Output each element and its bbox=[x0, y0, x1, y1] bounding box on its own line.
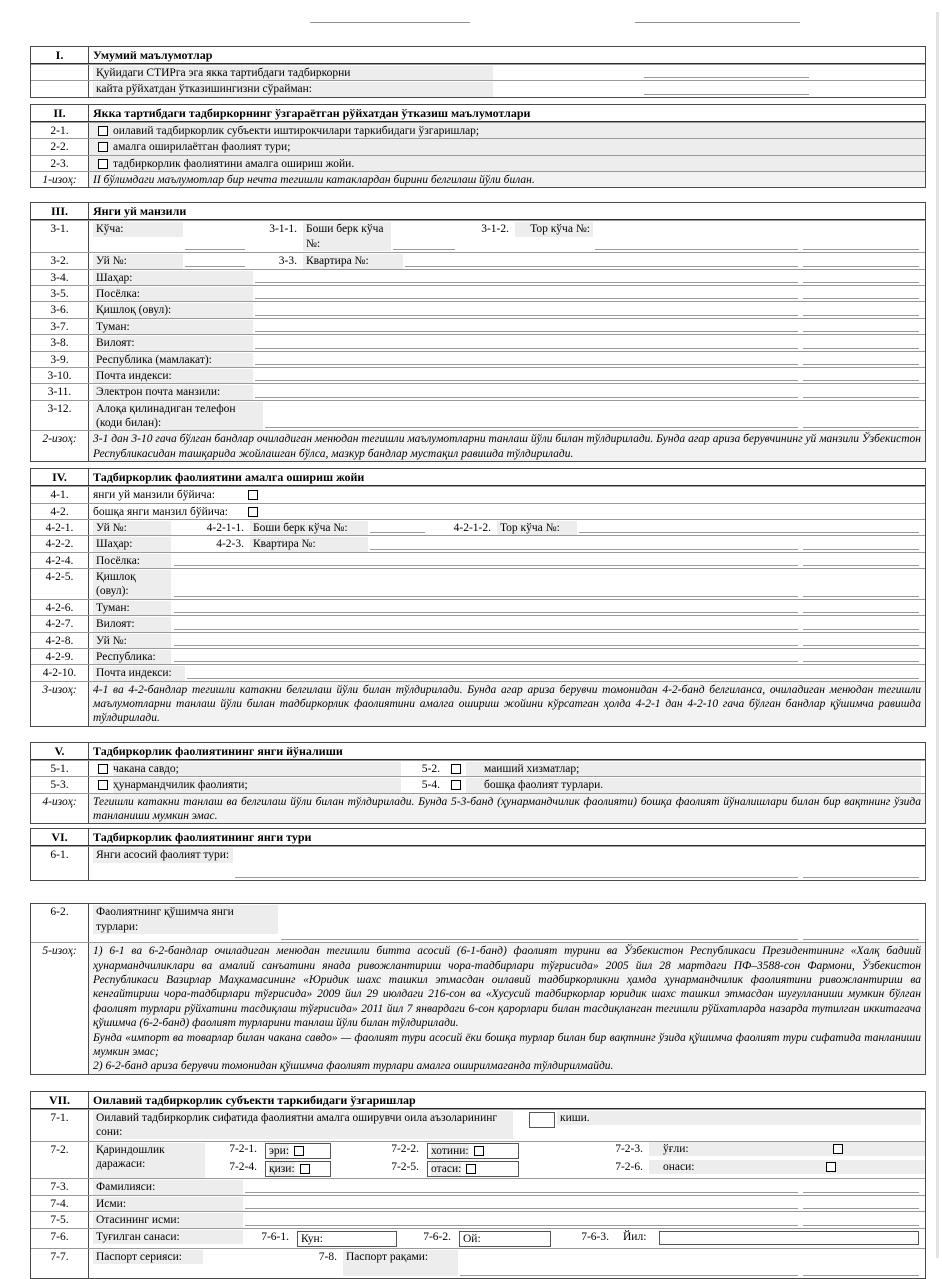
daughter-label: қизи: bbox=[269, 1163, 295, 1175]
row-4-2-5 bbox=[31, 568, 925, 599]
district-label: Туман: bbox=[93, 320, 253, 334]
row-5-3-5-4 bbox=[31, 776, 925, 792]
section-6-new-activity-type bbox=[30, 828, 926, 881]
row-stir-line1 bbox=[31, 64, 925, 80]
section-1-number: I. bbox=[31, 47, 89, 63]
note-5-number: 5-изоҳ: bbox=[31, 943, 89, 1073]
checkbox-7-2-5[interactable] bbox=[466, 1164, 476, 1174]
item-number: 4-2-3. bbox=[216, 538, 244, 551]
section-2-number: II. bbox=[31, 105, 89, 121]
row-3-6 bbox=[31, 301, 925, 317]
item-number: 7-3. bbox=[31, 1179, 89, 1194]
section-5-new-direction bbox=[30, 742, 926, 825]
row-7-6 bbox=[31, 1228, 925, 1248]
item-number: 4-2-9. bbox=[31, 649, 89, 664]
item-number: 5-1. bbox=[31, 761, 89, 776]
postal-code-label: Почта индекси: bbox=[93, 369, 253, 383]
section-3-header bbox=[31, 203, 925, 220]
note-4-number: 4-изоҳ: bbox=[31, 794, 89, 824]
item-number: 4-2-4. bbox=[31, 553, 89, 568]
apartment-no-label: Квартира №: bbox=[303, 254, 403, 268]
apartment-no-field-2[interactable] bbox=[803, 538, 919, 550]
item-number: 7-6-2. bbox=[423, 1230, 451, 1243]
checkbox-5-3[interactable] bbox=[98, 780, 108, 790]
item-number: 4-2-1-1. bbox=[206, 521, 244, 534]
narrow-street-label: Тор кўча №: bbox=[515, 222, 593, 236]
row-4-2-1 bbox=[31, 519, 925, 535]
section-5-number: V. bbox=[31, 743, 89, 759]
item-number: 7-6-1. bbox=[261, 1230, 289, 1243]
settlement-field-2[interactable] bbox=[803, 287, 919, 299]
section-6-additional-block bbox=[30, 903, 926, 1074]
note-2-text: 3-1 дан 3-10 гача бўлган бандлар очиладиган менюдан тегишли маълумотларни танлаш йўли билан тўлдирилади. Бунда агар ариза берувчининг уй манзили Ўзбекистон Республикасидан ташқарида жойлашган бўлса, мазкур бандлар мустақил равишда тўлдирилади. bbox=[93, 433, 921, 460]
patronymic-label: Отасининг исми: bbox=[93, 1213, 243, 1227]
section-2-changed-data bbox=[30, 104, 926, 189]
dead-end-street-field[interactable] bbox=[393, 238, 455, 250]
birth-date-label: Туғилган санаси: bbox=[93, 1230, 243, 1244]
daughter-cell bbox=[265, 1161, 331, 1177]
narrow-street-field-2[interactable] bbox=[803, 238, 919, 250]
checkbox-2-2[interactable] bbox=[98, 142, 108, 152]
note-3-number: 3-изоҳ: bbox=[31, 682, 89, 726]
checkbox-7-2-3[interactable] bbox=[833, 1144, 843, 1154]
house-no-field-2[interactable] bbox=[803, 634, 919, 646]
email-label: Электрон почта манзили: bbox=[93, 385, 253, 399]
republic-field[interactable] bbox=[255, 353, 798, 365]
row-4-2 bbox=[31, 503, 925, 519]
row-number-cell bbox=[31, 81, 89, 96]
row-4-2-2 bbox=[31, 535, 925, 551]
item-number: 3-1. bbox=[31, 221, 89, 252]
house-no-label: Уй №: bbox=[93, 254, 183, 268]
village-label: Қишлоқ (овул): bbox=[93, 303, 253, 317]
region-field-2[interactable] bbox=[803, 618, 919, 630]
apartment-no-label: Квартира №: bbox=[250, 537, 368, 551]
section-6-header bbox=[31, 829, 925, 846]
settlement-field[interactable] bbox=[255, 287, 798, 299]
first-name-field[interactable] bbox=[245, 1197, 798, 1209]
checkbox-7-2-6[interactable] bbox=[826, 1162, 836, 1172]
note-5 bbox=[31, 942, 925, 1073]
checkbox-5-4[interactable] bbox=[451, 780, 461, 790]
region-label: Вилоят: bbox=[93, 617, 171, 631]
note-2-number: 2-изоҳ: bbox=[31, 431, 89, 461]
house-no-label: Уй №: bbox=[93, 634, 171, 648]
household-services-label: маиший хизматлар; bbox=[466, 762, 921, 776]
item-number: 4-2-1. bbox=[31, 520, 89, 535]
row-4-2-8 bbox=[31, 632, 925, 648]
craft-activity-label: ҳунармандчилик фаолияти; bbox=[113, 778, 401, 792]
wife-cell bbox=[427, 1143, 519, 1159]
phone-label: Алоқа қилинадиган телефон (коди билан): bbox=[93, 402, 263, 431]
item-number: 3-9. bbox=[31, 352, 89, 367]
relationship-degree-label: Қариндошлик даражаси: bbox=[93, 1143, 205, 1179]
item-number: 4-2-8. bbox=[31, 633, 89, 648]
birth-year-cell[interactable] bbox=[659, 1231, 919, 1245]
item-number: 3-5. bbox=[31, 286, 89, 301]
item-2-3-label: тадбиркорлик фаолиятини амалга ошириш жойи. bbox=[113, 157, 355, 170]
passport-series-label: Паспорт серияси: bbox=[93, 1250, 203, 1264]
row-2-1 bbox=[31, 122, 925, 138]
row-4-2-10 bbox=[31, 664, 925, 680]
city-field-2[interactable] bbox=[803, 271, 919, 283]
first-name-label: Исми: bbox=[93, 1197, 243, 1211]
reregistration-form bbox=[30, 46, 926, 1279]
father-cell bbox=[427, 1161, 519, 1177]
stir-field-1[interactable] bbox=[644, 66, 809, 78]
birth-day-cell[interactable] bbox=[297, 1231, 397, 1247]
additional-activities-field[interactable] bbox=[281, 928, 798, 940]
postal-code-field[interactable] bbox=[255, 369, 798, 381]
narrow-street-field[interactable] bbox=[595, 238, 798, 250]
section-1-title: Умумий маълумотлар bbox=[93, 48, 213, 62]
section-7-family-members bbox=[30, 1091, 926, 1279]
row-4-2-6 bbox=[31, 599, 925, 615]
row-3-11 bbox=[31, 383, 925, 399]
note-3-text: 4-1 ва 4-2-бандлар тегишли катакни белгилаш йўли билан тўлдирилади. Бунда агар ариза берувчи томонидан 4-2-банд белгиланса, очиладиган менюдан тегишли маълумотларни танлаш йўли билан тадбиркорлик фаолиятини амалга ошириш жойини кўрсатган ҳолда 4-2-1 дан 4-2-10 гача бўлган бандлар қўшимча равишда тўлдирилади. bbox=[93, 683, 921, 725]
item-number: 4-2-7. bbox=[31, 616, 89, 631]
row-3-7 bbox=[31, 318, 925, 334]
item-2-1-label: оилавий тадбиркорлик субъекти иштирокчилари таркибидаги ўзгаришлар; bbox=[113, 124, 480, 137]
by-new-home-label: янги уй манзили бўйича: bbox=[93, 489, 215, 502]
dead-end-street-field[interactable] bbox=[370, 521, 425, 533]
village-field[interactable] bbox=[255, 304, 798, 316]
item-number: 3-1-2. bbox=[481, 223, 509, 236]
dead-end-street-label: Боши берк кўча №: bbox=[303, 222, 391, 251]
section-2-title: Якка тартибдаги тадбиркорнинг ўзгараётган рўйхатдан ўтказиш маълумотлари bbox=[93, 105, 531, 120]
postal-code-field[interactable] bbox=[187, 667, 919, 679]
birth-year-label: Йил: bbox=[623, 1230, 647, 1243]
main-activity-label: Янги асосий фаолият тури: bbox=[93, 848, 233, 862]
narrow-street-label: Тор кўча №: bbox=[497, 521, 577, 535]
additional-activities-field-2[interactable] bbox=[803, 928, 919, 940]
item-number: 4-2-2. bbox=[31, 536, 89, 551]
row-7-2 bbox=[31, 1141, 925, 1179]
fill-line bbox=[310, 22, 470, 23]
father-label: отаси: bbox=[431, 1163, 462, 1175]
item-number: 7-6. bbox=[31, 1229, 89, 1248]
item-number: 7-1. bbox=[31, 1110, 89, 1141]
row-7-5 bbox=[31, 1211, 925, 1227]
item-number: 4-1. bbox=[31, 487, 89, 502]
section-7-header bbox=[31, 1092, 925, 1109]
section-6-title: Тадбиркорлик фаолиятининг янги тури bbox=[93, 830, 312, 845]
republic-label: Республика (мамлакат): bbox=[93, 353, 253, 367]
surname-field-2[interactable] bbox=[803, 1181, 919, 1193]
item-number: 2-2. bbox=[31, 139, 89, 154]
section-4-title: Тадбиркорлик фаолиятини амалга ошириш жойи bbox=[93, 470, 365, 485]
item-number: 6-1. bbox=[31, 847, 89, 880]
phone-field[interactable] bbox=[265, 416, 798, 428]
apartment-no-field[interactable] bbox=[370, 538, 798, 550]
row-7-1 bbox=[31, 1109, 925, 1141]
item-number: 4-2-10. bbox=[31, 665, 89, 680]
other-activity-types-label: бошқа фаолият турлари. bbox=[466, 778, 921, 792]
additional-activities-label: Фаолиятнинг қўшимча янги турлари: bbox=[93, 905, 278, 934]
row-3-5 bbox=[31, 285, 925, 301]
street-field[interactable] bbox=[185, 238, 245, 250]
row-2-3 bbox=[31, 155, 925, 171]
mother-cell bbox=[649, 1160, 925, 1174]
row-4-2-7 bbox=[31, 615, 925, 631]
section-3-title: Янги уй манзили bbox=[93, 204, 187, 219]
section-3-new-home-address bbox=[30, 202, 926, 462]
postal-code-label: Почта индекси: bbox=[93, 666, 185, 680]
section-7-number: VII. bbox=[31, 1092, 89, 1108]
checkbox-7-2-1[interactable] bbox=[294, 1146, 304, 1156]
checkbox-2-3[interactable] bbox=[98, 159, 108, 169]
patronymic-field[interactable] bbox=[245, 1214, 798, 1226]
row-3-9 bbox=[31, 351, 925, 367]
street-label: Кўча: bbox=[93, 222, 183, 236]
apartment-no-field[interactable] bbox=[405, 255, 798, 267]
checkbox-7-2-4[interactable] bbox=[300, 1164, 310, 1174]
section-5-header bbox=[31, 743, 925, 760]
item-number: 7-4. bbox=[31, 1196, 89, 1211]
note-4-text: Тегишли катакни танлаш ва белгилаш йўли билан тўлдирилади. Бунда 5-3-банд (ҳунармандчилик фаолияти) бошқа фаолият йўналишлари билан бир вақтнинг ўзида танланиши мумкин эмас. bbox=[93, 795, 921, 822]
row-4-2-9 bbox=[31, 648, 925, 664]
item-number: 3-10. bbox=[31, 368, 89, 383]
region-field[interactable] bbox=[174, 618, 798, 630]
item-number: 3-8. bbox=[31, 335, 89, 350]
birth-month-label: Ой: bbox=[463, 1232, 481, 1245]
city-field[interactable] bbox=[255, 271, 798, 283]
narrow-street-field[interactable] bbox=[579, 521, 919, 533]
item-number: 5-4. bbox=[421, 779, 440, 792]
note-5-paragraph-3: 2) 6-2-банд ариза берувчи томонидан қўшимча фаолият турлари амалга оширилмаганда тўлдирилмайди. bbox=[93, 1060, 614, 1073]
row-3-1 bbox=[31, 220, 925, 252]
note-5-paragraph-2: Бунда «импорт ва товарлар билан чакана савдо» — фаолият тури асосий ёки бошқа турлар билан бир вақтнинг ўзида қўшимча фаолият тури сифатида танланиши мумкин эмас; bbox=[93, 1031, 921, 1058]
fill-line bbox=[635, 22, 800, 23]
row-stir-line2 bbox=[31, 80, 925, 96]
house-no-label: Уй №: bbox=[93, 521, 171, 535]
item-number: 7-7. bbox=[31, 1249, 89, 1278]
main-activity-field-2[interactable] bbox=[803, 866, 919, 878]
settlement-label: Посёлка: bbox=[93, 287, 253, 301]
retail-trade-label: чакана савдо; bbox=[113, 762, 401, 776]
row-6-2 bbox=[31, 904, 925, 942]
checkbox-4-2[interactable] bbox=[248, 507, 258, 517]
item-2-2-label: амалга оширилаётган фаолият тури; bbox=[113, 141, 291, 154]
region-field[interactable] bbox=[255, 337, 798, 349]
patronymic-field-2[interactable] bbox=[803, 1214, 919, 1226]
note-1-number: 1-изоҳ: bbox=[31, 172, 89, 187]
son-label: ўғли: bbox=[663, 1142, 689, 1155]
item-number: 7-2-5. bbox=[391, 1161, 419, 1173]
district-field-2[interactable] bbox=[803, 601, 919, 613]
district-field-2[interactable] bbox=[803, 320, 919, 332]
item-number: 4-2-6. bbox=[31, 600, 89, 615]
apartment-no-field-2[interactable] bbox=[803, 255, 919, 267]
section-4-header bbox=[31, 469, 925, 486]
row-7-4 bbox=[31, 1195, 925, 1211]
village-field-2[interactable] bbox=[803, 304, 919, 316]
item-number: 6-2. bbox=[31, 904, 89, 942]
item-number: 2-1. bbox=[31, 123, 89, 138]
row-3-2 bbox=[31, 252, 925, 268]
village-field[interactable] bbox=[174, 585, 798, 597]
row-7-3 bbox=[31, 1178, 925, 1194]
item-number: 3-4. bbox=[31, 270, 89, 285]
mother-label: онаси: bbox=[663, 1161, 695, 1173]
item-number: 4-2-1-2. bbox=[453, 521, 491, 534]
row-3-4 bbox=[31, 269, 925, 285]
note-1 bbox=[31, 171, 925, 187]
row-3-10 bbox=[31, 367, 925, 383]
settlement-label: Посёлка: bbox=[93, 554, 171, 568]
item-number: 3-11. bbox=[31, 384, 89, 399]
item-number: 7-2-4. bbox=[229, 1161, 257, 1173]
city-label: Шаҳар: bbox=[93, 271, 253, 285]
section-6-number: VI. bbox=[31, 829, 89, 845]
item-number: 3-1-1. bbox=[269, 223, 297, 236]
checkbox-2-1[interactable] bbox=[98, 126, 108, 136]
family-members-count-label: Оилавий тадбиркорлик сифатида фаолиятни амалга оширувчи оила аъзоларининг сони: bbox=[93, 1111, 513, 1140]
district-field[interactable] bbox=[255, 320, 798, 332]
email-field[interactable] bbox=[255, 386, 798, 398]
birth-month-cell[interactable] bbox=[459, 1231, 551, 1247]
section-1-header bbox=[31, 47, 925, 64]
note-4 bbox=[31, 793, 925, 824]
republic-label: Республика: bbox=[93, 650, 171, 664]
region-field-2[interactable] bbox=[803, 337, 919, 349]
section-3-number: III. bbox=[31, 203, 89, 219]
row-3-8 bbox=[31, 334, 925, 350]
row-4-2-4 bbox=[31, 552, 925, 568]
note-5-paragraph-1: 1) 6-1 ва 6-2-бандлар очиладиган менюдан тегишли битта асосий (6-1-банд) фаолият турини ва Ўзбекистон Республикаси Президентининг «Халқ бадиий ҳунармандчиликлари ва амалий санъатини янада ривожлантириш чора-тадбирлари тўғрисида» 2005 йил 28 мартдаги ПФ–3588-сон Фармони, Ўзбекистон Республикаси Вазирлар Маҳкамасининг «Юридик шахс ташкил этмасдан оилавий тадбиркорликни ҳамда ҳунармандчилик фаолиятини ривожлантириш ва кенгайтириш чора-тадбирлари тўғрисида» 2009 йил 29 июлдаги 216-сон ва «Хусусий тадбиркорлар юридик шахс ташкил этмасдан шуғулланиши мумкин бўлган фаолият турлари рўйхатини тасдиқлаш тўғрисида» 2011 йил 7 январдаги 6-сон қарорлари билан тасдиқланган тегишли рўйхатларда назарда тутилган иккитагача қўшимча (6-2-банд) фаолият турларини танлаш йўли билан тўлдирилади. bbox=[93, 945, 921, 1030]
section-2-header bbox=[31, 105, 925, 122]
item-number: 7-2-2. bbox=[391, 1142, 419, 1155]
stir-field-2[interactable] bbox=[644, 83, 809, 95]
row-4-1 bbox=[31, 486, 925, 502]
section-7-title: Оилавий тадбиркорлик субъекти таркибидаги ўзгаришлар bbox=[93, 1092, 416, 1107]
note-2 bbox=[31, 430, 925, 461]
item-number: 2-3. bbox=[31, 156, 89, 171]
main-activity-field[interactable] bbox=[235, 866, 798, 878]
republic-field-2[interactable] bbox=[803, 353, 919, 365]
item-number: 3-2. bbox=[31, 253, 89, 268]
region-label: Вилоят: bbox=[93, 336, 253, 350]
village-label: Қишлоқ (овул): bbox=[93, 570, 171, 599]
settlement-field-2[interactable] bbox=[803, 554, 919, 566]
district-field[interactable] bbox=[174, 601, 798, 613]
row-7-7-7-8 bbox=[31, 1248, 925, 1278]
surname-field[interactable] bbox=[245, 1181, 798, 1193]
postal-code-field-2[interactable] bbox=[803, 369, 919, 381]
row-5-1-5-2 bbox=[31, 760, 925, 776]
house-no-field[interactable] bbox=[185, 255, 245, 267]
item-number: 7-2-3. bbox=[615, 1142, 643, 1155]
note-1-text: II бўлимдаги маълумотлар бир нечта тегишли катаклардан бирини белгилаш йўли билан. bbox=[93, 173, 535, 186]
husband-label: эри: bbox=[269, 1144, 290, 1157]
item-number: 7-2-6. bbox=[615, 1161, 643, 1173]
section-4-business-place bbox=[30, 468, 926, 727]
republic-field-2[interactable] bbox=[803, 650, 919, 662]
email-field-2[interactable] bbox=[803, 386, 919, 398]
item-number: 3-6. bbox=[31, 302, 89, 317]
row-6-1 bbox=[31, 846, 925, 880]
checkbox-7-2-2[interactable] bbox=[474, 1146, 484, 1156]
item-number: 7-8. bbox=[318, 1250, 337, 1263]
page-edge bbox=[936, 12, 939, 1258]
family-members-count-field[interactable] bbox=[529, 1112, 555, 1128]
birth-day-label: Кун: bbox=[301, 1232, 323, 1245]
item-number: 4-2. bbox=[31, 504, 89, 519]
settlement-field[interactable] bbox=[174, 554, 798, 566]
by-other-address-label: бошқа янги манзил бўйича: bbox=[93, 505, 228, 518]
item-number: 7-2. bbox=[31, 1142, 89, 1179]
wife-label: хотини: bbox=[431, 1144, 469, 1157]
checkbox-5-2[interactable] bbox=[451, 764, 461, 774]
kishi-label: киши. bbox=[560, 1111, 590, 1124]
row-number-cell bbox=[31, 65, 89, 80]
item-number: 7-5. bbox=[31, 1212, 89, 1227]
phone-field-2[interactable] bbox=[803, 416, 919, 428]
note-3 bbox=[31, 681, 925, 726]
item-number: 5-3. bbox=[31, 777, 89, 792]
village-field-2[interactable] bbox=[803, 585, 919, 597]
husband-cell bbox=[265, 1143, 331, 1159]
item-number: 7-2-1. bbox=[229, 1142, 257, 1155]
kishi-cell bbox=[557, 1111, 921, 1125]
section-4-number: IV. bbox=[31, 469, 89, 485]
city-label: Шаҳар: bbox=[93, 537, 171, 551]
district-label: Туман: bbox=[93, 601, 171, 615]
stir-request-line2: кайта рўйхатдан ўтказишингизни сўрайман: bbox=[93, 82, 493, 96]
item-number: 5-2. bbox=[421, 762, 440, 775]
section-5-title: Тадбиркорлик фаолиятининг янги йўналиши bbox=[93, 743, 343, 758]
house-no-field[interactable] bbox=[174, 634, 798, 646]
checkbox-5-1[interactable] bbox=[98, 764, 108, 774]
passport-number-label: Паспорт рақами: bbox=[343, 1250, 458, 1276]
surname-label: Фамилияси: bbox=[93, 1180, 243, 1194]
dead-end-street-label: Боши берк кўча №: bbox=[250, 521, 368, 535]
first-name-field-2[interactable] bbox=[803, 1197, 919, 1209]
item-number: 3-3. bbox=[278, 255, 297, 268]
checkbox-4-1[interactable] bbox=[248, 490, 258, 500]
row-2-2 bbox=[31, 138, 925, 154]
republic-field[interactable] bbox=[174, 650, 798, 662]
row-3-12 bbox=[31, 400, 925, 431]
section-1-general-info bbox=[30, 46, 926, 98]
item-number: 3-7. bbox=[31, 319, 89, 334]
stir-request-line1: Қуйидаги СТИРга эга якка тартибдаги тадбиркорни bbox=[93, 66, 493, 80]
son-cell bbox=[649, 1142, 925, 1156]
item-number: 3-12. bbox=[31, 401, 89, 431]
item-number: 4-2-5. bbox=[31, 569, 89, 599]
item-number: 7-6-3. bbox=[581, 1230, 609, 1243]
